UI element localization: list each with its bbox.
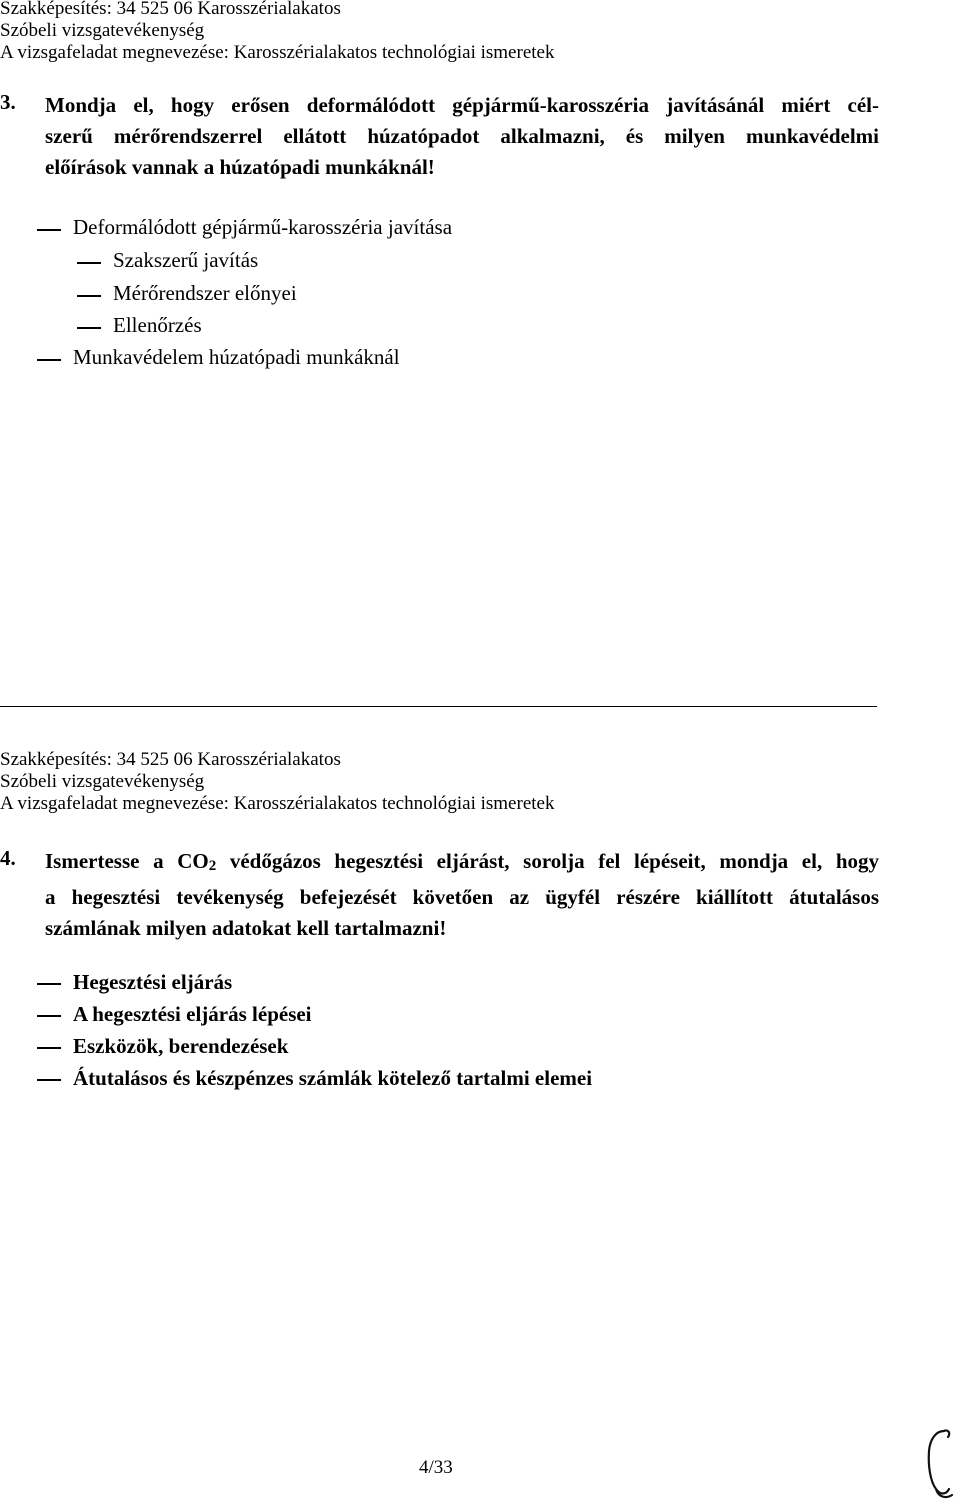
question-4-text xyxy=(45,846,879,944)
dash-bullet xyxy=(77,295,101,297)
dash-bullet xyxy=(37,983,61,985)
q4-item-3: Eszközök, berendezések xyxy=(73,1034,289,1058)
question-4-line-2: a hegesztési tevékenység befejezését követően az ügyfél részére kiállított átutalásos xyxy=(45,885,879,909)
dash-bullet xyxy=(37,359,61,361)
page-separator xyxy=(0,706,877,707)
q4-item-1: Hegesztési eljárás xyxy=(73,970,233,994)
header-task-name: A vizsgafeladat megnevezése: Karosszérialakatos technológiai ismeretek xyxy=(0,793,555,814)
question-4-line-1: Ismertesse a $CO_2$ védőgázos hegesztési eljárást, sorolja fel lépéseit, mondja el, hogy xyxy=(45,849,879,874)
question-4-number: 4. xyxy=(0,846,16,870)
header-qualification: Szakképesítés: 34 525 06 Karosszérialakatos xyxy=(0,0,341,19)
dash-bullet xyxy=(37,1047,61,1049)
header-exam-type: Szóbeli vizsgatevékenység xyxy=(0,20,205,41)
question-3-number: 3. xyxy=(0,90,16,114)
q4-item-2: A hegesztési eljárás lépései xyxy=(73,1002,312,1026)
page-number: 4/33 xyxy=(419,1457,453,1478)
question-3-line-3: előírások vannak a húzatópadi munkáknál! xyxy=(45,155,435,179)
q3-item-4: Ellenőrzés xyxy=(113,313,202,337)
q3-item-5: Munkavédelem húzatópadi munkáknál xyxy=(73,345,400,369)
question-4-line-3: számlának milyen adatokat kell tartalmazni! xyxy=(45,916,447,940)
q3-item-3: Mérőrendszer előnyei xyxy=(113,281,297,305)
question-3-line-2: szerű mérőrendszerrel ellátott húzatópadot alkalmazni, és milyen munkavédelmi xyxy=(45,124,879,148)
question-3-text xyxy=(45,90,879,183)
dash-bullet xyxy=(37,1079,61,1081)
header-task-name: A vizsgafeladat megnevezése: Karosszérialakatos technológiai ismeretek xyxy=(0,42,555,63)
dash-bullet xyxy=(37,229,61,231)
header-exam-type: Szóbeli vizsgatevékenység xyxy=(0,771,205,792)
question-3-line-1: Mondja el, hogy erősen deformálódott gépjármű-karosszéria javításánál miért cél- xyxy=(45,93,879,117)
dash-bullet xyxy=(77,262,101,264)
q4-item-4: Átutalásos és készpénzes számlák kötelező tartalmi elemei xyxy=(73,1066,593,1090)
header-qualification: Szakképesítés: 34 525 06 Karosszérialakatos xyxy=(0,749,341,770)
q3-item-1: Deformálódott gépjármű-karosszéria javítása xyxy=(73,215,453,239)
q3-item-2: Szakszerű javítás xyxy=(113,248,259,272)
dash-bullet xyxy=(77,327,101,329)
dash-bullet xyxy=(37,1015,61,1017)
handwritten-initial xyxy=(918,1425,958,1500)
